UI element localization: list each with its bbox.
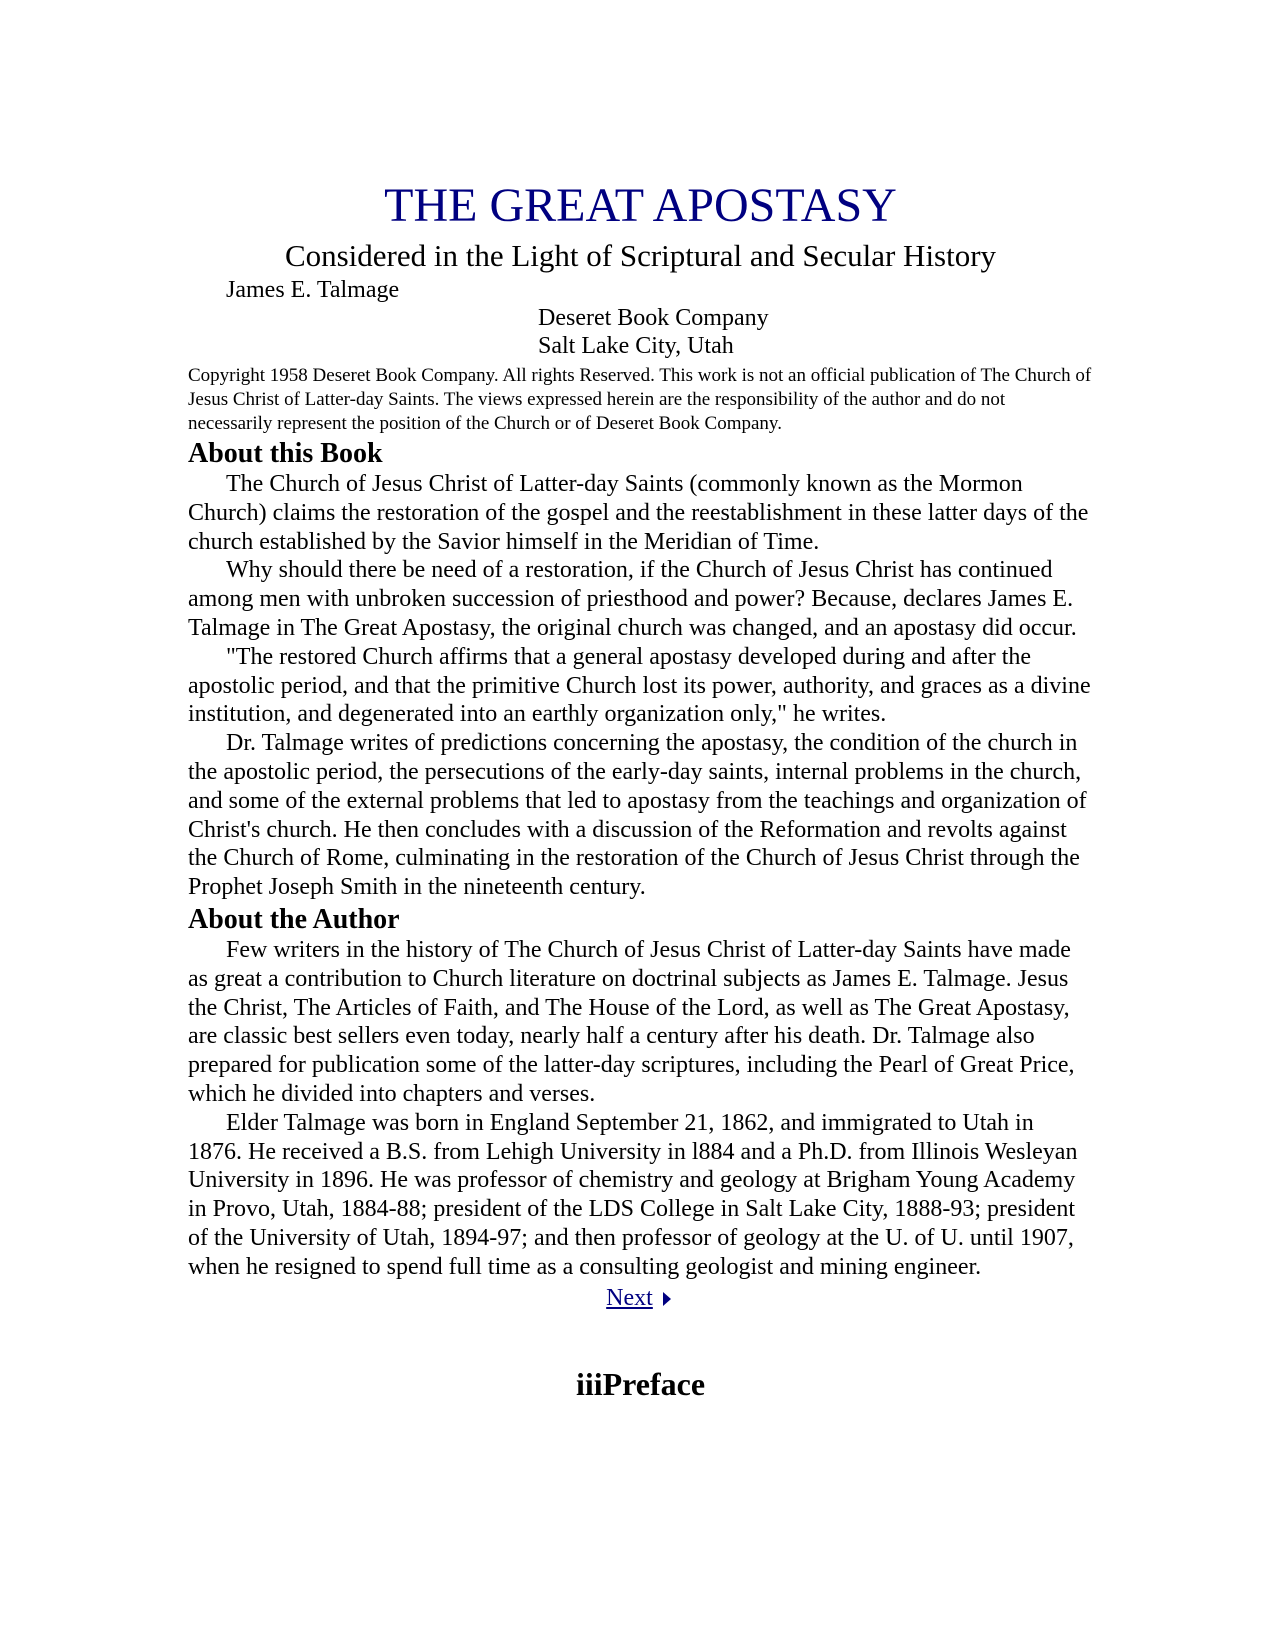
copyright-notice: Copyright 1958 Deseret Book Company. All rights Reserved. This work is not an official publication of The Church of Jesus Christ of Latter-day Saints. The views expressed herein are the responsibility of the author and do not necessarily represent the position of the Church or of Deseret Book Company. bbox=[188, 365, 1092, 434]
about-author-heading: About the Author bbox=[188, 903, 400, 935]
publisher-location: Salt Lake City, Utah bbox=[538, 333, 734, 359]
about-book-paragraph: Why should there be need of a restoration, if the Church of Jesus Christ has continued among men with unbroken succession of priesthood and power? Because, declares James E. Talmage in The Great Apostasy, the original church was changed, and an apostasy did occur. bbox=[188, 557, 1077, 641]
about-book-paragraph: The Church of Jesus Christ of Latter-day Saints (commonly known as the Mormon Church) claims the restoration of the gospel and the reestablishment in these latter days of the church established by the Savior himself in the Meridian of Time. bbox=[188, 471, 1089, 555]
about-author-paragraph: Elder Talmage was born in England September 21, 1862, and immigrated to Utah in 1876. He received a B.S. from Lehigh University in l884 and a Ph.D. from Illinois Wesleyan University in 1896. He was professor of chemistry and geology at Brigham Young Academy in Provo, Utah, 1884-88; president of the LDS College in Salt Lake City, 1888-93; president of the University of Utah, 1894-97; and then professor of geology at the U. of U. until 1907, when he resigned to spend full time as a consulting geologist and mining engineer. bbox=[188, 1109, 1078, 1280]
about-book-paragraph: "The restored Church affirms that a general apostasy developed during and after the apostolic period, and that the primitive Church lost its power, authority, and graces as a divine institution, and degenerated into an earthly organization only," he writes. bbox=[188, 643, 1091, 728]
book-subtitle: Considered in the Light of Scriptural and Secular History bbox=[284, 238, 997, 273]
next-page-link[interactable] bbox=[606, 1285, 675, 1311]
navigation-row bbox=[188, 1284, 1093, 1312]
triangle-right-icon bbox=[663, 1292, 671, 1306]
next-link-label: Next bbox=[606, 1284, 653, 1311]
about-author-paragraph: Few writers in the history of The Church of Jesus Christ of Latter-day Saints have made as great a contribution to Church literature on doctrinal subjects as James E. Talmage. Jesus the Christ, The Articles of Faith, and The House of the Lord, as well as The Great Apostasy, are classic best sellers even today, nearly half a century after his death. Dr. Talmage also prepared for publication some of the latter-day scriptures, including the Pearl of Great Price, which he divided into chapters and verses. bbox=[188, 936, 1075, 1107]
preface-heading: iiiPreface bbox=[575, 1365, 706, 1402]
document-content bbox=[188, 178, 1093, 1404]
about-book-heading: About this Book bbox=[188, 438, 383, 469]
publisher-name: Deseret Book Company bbox=[538, 305, 769, 331]
about-book-paragraph: Dr. Talmage writes of predictions concerning the apostasy, the condition of the church in the apostolic period, the persecutions of the early-day saints, internal problems in the church, and some of the external problems that led to apostasy from the teachings and organization of Christ's church. He then concludes with a discussion of the Reformation and revolts against the Church of Rome, culminating in the restoration of the Church of Jesus Christ through the Prophet Joseph Smith in the nineteenth century. bbox=[188, 730, 1087, 901]
book-title: THE GREAT APOSTASY bbox=[384, 179, 897, 232]
book-author: James E. Talmage bbox=[226, 277, 400, 303]
